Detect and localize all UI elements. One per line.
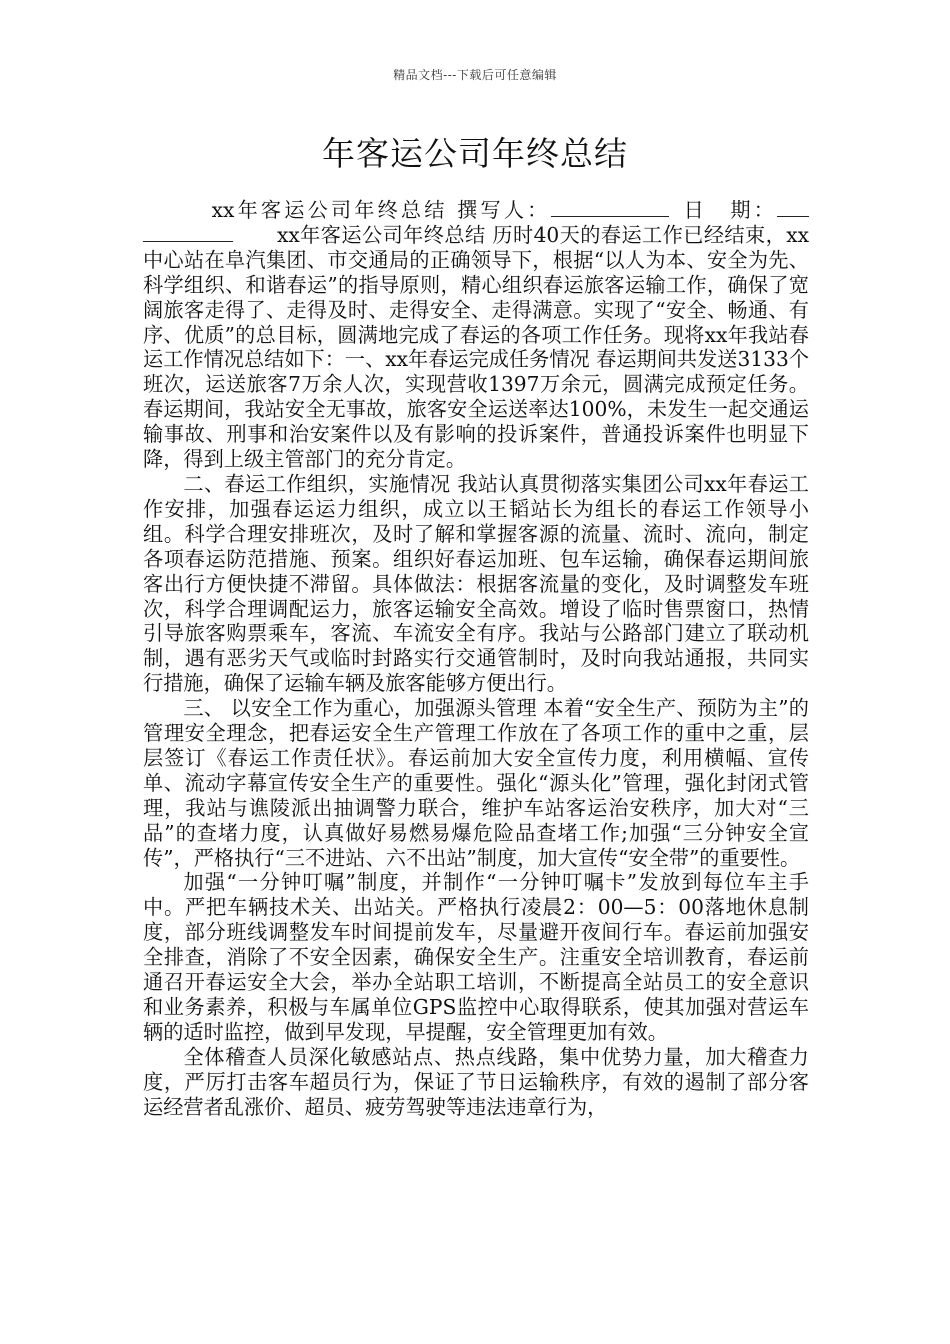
body-paragraph: 三、 以安全工作为重心，加强源头管理 本着“安全生产、预防为主”的管理安全理念，把春运安全生产管理工作放在了各项工作的重中之重，层层签订《春运工作责任状》。春运前加大安全宣传力度，利用横幅、宣传单、流动字幕宣传安全生产的重要性。强化“源头化”管理，强化封闭式管理，我站与谯陵派出抽调警力联合，维护车站客运治安秩序，加大对“三品”的查堵力度，认真做好易燃易爆危险品查堵工作;加强“三分钟安全宣传”，严格执行“三不进站、六不出站”制度，加大宣传“安全带”的重要性。 bbox=[143, 696, 809, 870]
date-blank-2 bbox=[143, 223, 233, 242]
body-paragraph: 全体稽查人员深化敏感站点、热点线路，集中优势力量，加大稽查力度，严厉打击客车超员行为，保证了节日运输秩序，有效的遏制了部分客运经营者乱涨价、超员、疲劳驾驶等违法违章行为， bbox=[143, 1044, 809, 1119]
author-blank bbox=[551, 198, 669, 217]
body-paragraph: 加强“一分钟叮嘱”制度，并制作“一分钟叮嘱卡”发放到每位车主手中。严把车辆技术关、出站关。严格执行凌晨2：00—5：00落地休息制度，部分班线调整发车时间提前发车，尽量避开夜间行车。春运前加强安全排查，消除了不安全因素，确保安全生产。注重安全培训教育，春运前通召开春运安全大会，举办全站职工培训，不断提高全站员工的安全意识和业务素养，积极与车属单位GPS监控中心取得联系，使其加强对营运车辆的适时监控，做到早发现，早提醒，安全管理更加有效。 bbox=[143, 870, 809, 1044]
meta-prefix: xx年客运公司年终总结 撰写人： bbox=[211, 198, 551, 222]
intro-text: xx年客运公司年终总结 历时40天的春运工作已经结束，xx中心站在阜汽集团、市交通局的正确领导下，根据“以人为本、安全为先、科学组织、和谐春运”的指导原则，精心组织春运旅客运输工作，确保了宽阔旅客走得了、走得及时、走得安全、走得满意。实现了“安全、畅通、有序、优质”的总目标，圆满地完成了春运的各项工作任务。现将xx年我站春运工作情况总结如下：一、xx年春运完成任务情况 春运期间共发送3133个班次，运送旅客7万余人次，实现营收1397万余元，圆满完成预定任务。春运期间，我站安全无事故，旅客安全运送率达100%，未发生一起交通运输事故、刑事和治安案件以及有影响的投诉案件，普通投诉案件也明显下降，得到上级主管部门的充分肯定。 bbox=[143, 222, 810, 472]
date-blank-1 bbox=[777, 198, 809, 217]
date-label: 日 期： bbox=[680, 198, 777, 222]
document-title: 年客运公司年终总结 bbox=[322, 134, 628, 173]
page-header-note: 精品文档---下载后可任意编辑 bbox=[393, 68, 557, 82]
body-paragraph: 二、春运工作组织，实施情况 我站认真贯彻落实集团公司xx年春运工作安排，加强春运运力组织，成立以王韬站长为组长的春运工作领导小组。科学合理安排班次，及时了解和掌握客源的流量、流时、流向，制定各项春运防范措施、预案。组织好春运加班、包车运输，确保春运期间旅客出行方便快捷不滞留。具体做法：根据客流量的变化，及时调整发车班次，科学合理调配运力，旅客运输安全高效。增设了临时售票窗口，热情引导旅客购票乘车，客流、车流安全有序。我站与公路部门建立了联动机制，遇有恶劣天气或临时封路实行交通管制时，及时向我站通报，共同实行措施，确保了运输车辆及旅客能够方便出行。 bbox=[143, 471, 809, 696]
intro-paragraph bbox=[143, 198, 809, 472]
document-body bbox=[143, 198, 809, 1120]
